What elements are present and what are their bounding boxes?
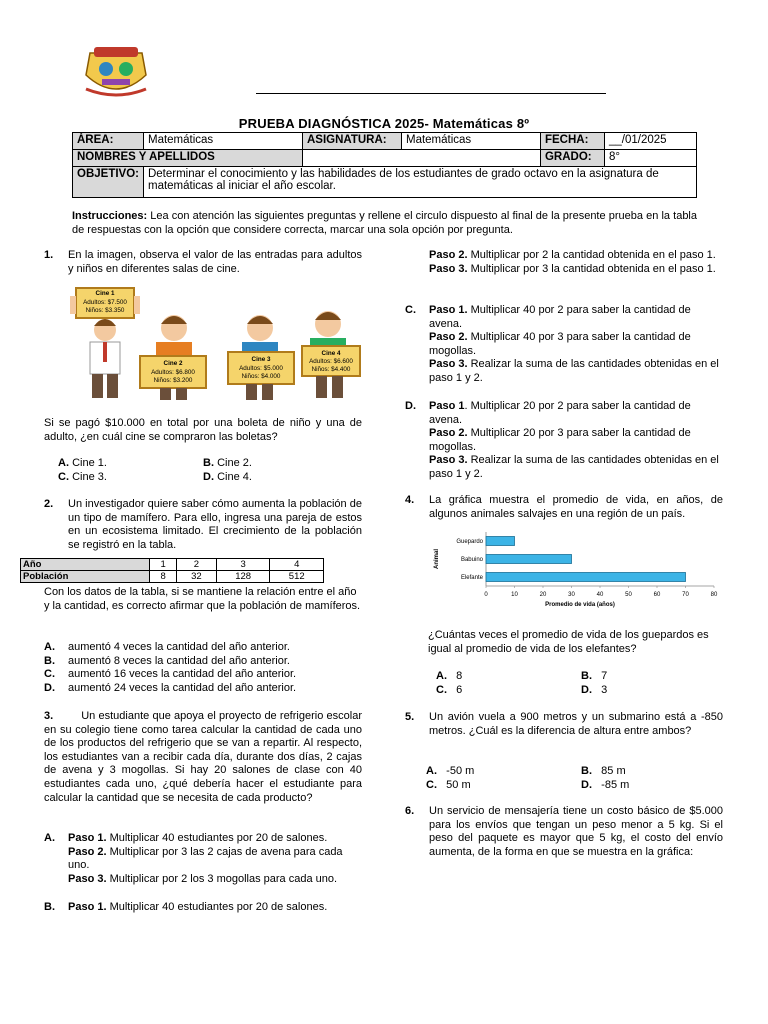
population-cell: 512 [270, 571, 324, 583]
question-text: Un avión vuela a 900 metros y un submarino está a -850 metros. ¿Cuál es la diferencia de altura entre ambos? [429, 711, 723, 737]
asignatura-value: Matemáticas [401, 133, 540, 150]
question-text: En la imagen, observa el valor de las entradas para adultos y niños en diferentes salas de cine. [68, 249, 362, 275]
cine-4-adultos: Adultos: $6.600 [309, 358, 353, 365]
question-number: 6. [405, 805, 415, 817]
question-text: La gráfica muestra el promedio de vida, en años, de algunos animales salvajes en una región de un país. [429, 494, 723, 520]
option-a[interactable]: A. aumentó 4 veces la cantidad del año anterior. [44, 641, 290, 653]
cine-1-ninos: Niños: $3.350 [85, 307, 125, 314]
fecha-value: __/01/2025 [604, 133, 696, 150]
cine-3-adultos: Adultos: $5.000 [239, 365, 283, 372]
question-4-options [436, 670, 726, 697]
question-1-prompt: Si se pagó $10.000 en total por una boleta de niño y una de adulto, ¿en cuál cine se compraron las boletas? [44, 417, 362, 443]
cine-3-ninos: Niños: $4.000 [241, 373, 281, 380]
option-d[interactable]: D. 3 [581, 683, 608, 696]
nombres-field[interactable] [302, 150, 540, 167]
population-cell: 128 [216, 571, 270, 583]
year-cell: 3 [216, 559, 270, 571]
cine-1-name: Cine 1 [95, 290, 115, 297]
page-title: PRUEBA DIAGNÓSTICA 2025- Matemáticas 8º [238, 116, 530, 131]
category-label: Elefante [460, 575, 483, 581]
question-4-prompt: ¿Cuántas veces el promedio de vida de los guepardos es igual al promedio de vida de los elefantes? [428, 629, 709, 655]
grado-label: GRADO: [540, 150, 604, 167]
y-axis-label: Animal [434, 548, 440, 570]
person-cine-2 [140, 315, 206, 400]
population-header: Población [21, 571, 150, 583]
objetivo-value: Determinar el conocimiento y las habilidades de los estudiantes de grado octavo en la asignatura de matemáticas al iniciar el año escolar. [143, 167, 696, 198]
question-number: 1. [44, 249, 54, 261]
cine-3-name: Cine 3 [251, 356, 271, 363]
x-tick-label: 10 [511, 592, 518, 598]
cine-1-adultos: Adultos: $7.500 [83, 299, 127, 306]
option-c[interactable]: C. Cine 3. [58, 470, 107, 483]
x-axis-label: Promedio de vida (años) [545, 602, 615, 608]
year-cell: 4 [270, 559, 324, 571]
question-3-option-a[interactable]: A. Paso 1. Multiplicar 40 estudiantes por 20 de salones. Paso 2. Multiplicar por 3 las 2 cajas de avena para cada uno. Paso 3. Multiplicar por 2 los 3 mogollas para cada uno. [44, 832, 343, 885]
option-b[interactable]: B. aumentó 8 veces la cantidad del año anterior. [44, 654, 290, 667]
cine-2-adultos: Adultos: $6.800 [151, 369, 195, 376]
question-text: Un estudiante que apoya el proyecto de refrigerio escolar en su colegio tiene como tarea calcular la cantidad de cada uno de los productos del refrigerio que se van a repartir. Al respecto, los estudiantes van a recibir cada día, durante dos días, 2 cajas de avena y 3 mogollas. Si hay 20 salones de clase con 40 estudiantes cada uno, ¿qué debería hacer el estudiante para calcular la cantidad que se necesita de cada producto? [44, 710, 362, 804]
option-d[interactable]: D. aumentó 24 veces la cantidad del año anterior. [44, 681, 297, 694]
x-tick-label: 40 [596, 592, 604, 598]
nombres-label: NOMBRES Y APELLIDOS [73, 150, 303, 167]
question-2 [44, 498, 362, 552]
option-b[interactable]: B. 85 m [581, 765, 626, 777]
cine-4-name: Cine 4 [321, 350, 341, 357]
year-cell: 1 [150, 559, 176, 571]
area-label: ÁREA: [73, 133, 144, 150]
school-crest-logo [80, 45, 152, 97]
question-text: Un servicio de mensajería tiene un costo básico de $5.000 para los envíos que tengan un peso menor a 5 kg. Si el peso del paquete es mayor que 5 kg, el costo del envío aumenta, de la forma en que se muestra en la gráfica: [429, 805, 723, 858]
question-number: 3. [44, 710, 54, 722]
category-label: Babuino [460, 557, 483, 563]
question-3-option-b-continued[interactable]: Paso 2. Multiplicar por 2 la cantidad obtenida en el paso 1. Paso 3. Multiplicar por 3 la cantidad obtenida en el paso 1. [429, 249, 716, 275]
bar-babuino [486, 555, 572, 564]
life-expectancy-chart [430, 526, 730, 618]
question-number: 2. [44, 498, 54, 510]
population-cell: 8 [150, 571, 176, 583]
question-1 [44, 249, 362, 276]
objetivo-label: OBJETIVO: [73, 167, 144, 198]
year-cell: 2 [176, 559, 216, 571]
question-5-options [426, 765, 726, 792]
option-a[interactable]: A. 8 [436, 670, 463, 682]
population-cell: 32 [176, 571, 216, 583]
cine-4-ninos: Niños: $4.400 [311, 366, 351, 373]
instructions [72, 210, 697, 237]
x-tick-label: 50 [625, 592, 632, 598]
question-number: 5. [405, 711, 415, 723]
x-tick-label: 60 [653, 592, 661, 598]
x-tick-label: 80 [710, 592, 718, 598]
option-c[interactable]: C. aumentó 16 veces la cantidad del año anterior. [44, 668, 297, 681]
x-tick-label: 70 [682, 592, 689, 598]
option-c[interactable]: C. 6 [436, 683, 463, 696]
question-3-option-d[interactable]: D. Paso 1. Multiplicar 20 por 2 para saber la cantidad de avena. Paso 2. Multiplicar 20 por 3 para saber la cantidad de mogollas. Paso 3. Realizar la suma de las cantidades obtenidas en el paso 1 y 2. [405, 400, 719, 480]
question-2-prompt: Con los datos de la tabla, si se mantiene la relación entre el año y la cantidad, es correcto afirmar que la población de mamíferos. [44, 586, 361, 612]
question-3-option-c[interactable]: C. Paso 1. Multiplicar 40 por 2 para saber la cantidad de avena. Paso 2. Multiplicar 40 por 3 para saber la cantidad de mogollas. Paso 3. Realizar la suma de las cantidades obtenidas en el paso 1 y 2. [405, 304, 719, 384]
category-label: Guepardo [456, 539, 483, 545]
question-3-option-b[interactable]: B. Paso 1. Multiplicar 40 estudiantes por 20 de salones. [44, 901, 328, 913]
fecha-label: FECHA: [540, 133, 604, 150]
question-1-options [58, 457, 348, 484]
option-b[interactable]: B. Cine 2. [203, 457, 252, 469]
question-2-options [44, 641, 364, 695]
option-d[interactable]: D. -85 m [581, 778, 630, 791]
instructions-label: Instrucciones: [72, 210, 148, 222]
option-c[interactable]: C. 50 m [426, 778, 471, 791]
population-table [20, 558, 324, 583]
bar-guepardo [486, 537, 515, 546]
question-3 [44, 710, 362, 805]
x-tick-label: 0 [484, 592, 488, 598]
x-tick-label: 20 [539, 592, 547, 598]
cinema-illustration [62, 282, 362, 400]
cine-2-name: Cine 2 [163, 360, 183, 367]
option-b[interactable]: B. 7 [581, 670, 608, 682]
asignatura-label: ASIGNATURA: [302, 133, 401, 150]
instructions-text: Lea con atención las siguientes preguntas y rellene el circulo dispuesto al final de la presente prueba en la tabla de respuestas con la opción que considere correcta, marcar una sola opción por pregunta. [72, 210, 697, 236]
area-value: Matemáticas [143, 133, 302, 150]
x-tick-label: 30 [568, 592, 575, 598]
year-header: Año [21, 559, 150, 571]
question-6 [405, 805, 723, 859]
question-number: 4. [405, 494, 415, 506]
name-line [256, 93, 606, 94]
grado-value: 8° [604, 150, 696, 167]
cine-2-ninos: Niños: $3.200 [153, 377, 193, 384]
question-4 [405, 494, 723, 521]
option-a[interactable]: A. -50 m [426, 765, 475, 777]
option-a[interactable]: A. Cine 1. [58, 457, 107, 469]
question-5 [405, 711, 723, 738]
option-d[interactable]: D. Cine 4. [203, 470, 252, 483]
question-text: Un investigador quiere saber cómo aumenta la población de un tipo de mamífero. Para ello, ingresa una pareja de estos en un ecosistema limitado. El crecimiento de la población se registró en la tabla. [68, 498, 362, 551]
header-table [72, 132, 697, 198]
bar-elefante [486, 573, 686, 582]
